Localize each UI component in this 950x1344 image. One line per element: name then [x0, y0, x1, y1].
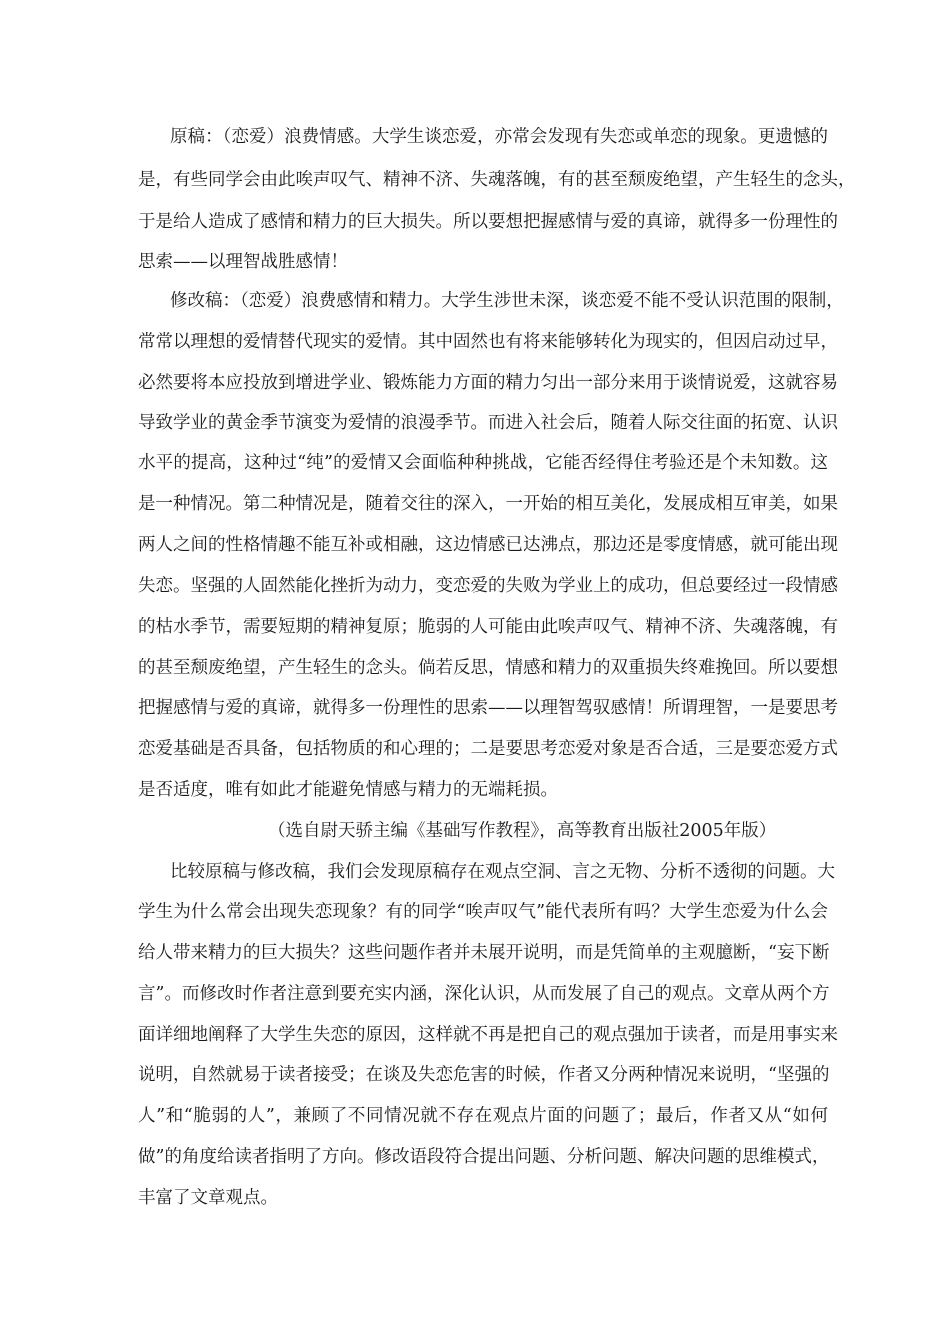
paragraph-line: 常常以理想的爱情替代现实的爱情。其中固然也有将来能够转化为现实的，但因启动过早，	[138, 332, 838, 352]
paragraph-line: 人”和“脆弱的人”，兼顾了不同情况就不存在观点片面的问题了；最后，作者又从“如何	[138, 1106, 828, 1126]
paragraph-line: 言”。而修改时作者注意到要充实内涵，深化认识，从而发展了自己的观点。文章从两个方	[138, 984, 830, 1004]
paragraph-line: 思索——以理智战胜感情！	[138, 252, 348, 272]
paragraph-line: 水平的提高，这种过“纯”的爱情又会面临种种挑战，它能否经得住考验还是个未知数。这	[138, 453, 828, 473]
paragraph-line: 说明，自然就易于读者接受；在谈及失恋危害的时候，作者又分两种情况来说明，“坚强的	[138, 1065, 830, 1085]
paragraph-line: 于是给人造成了感情和精力的巨大损失。所以要想把握感情与爱的真谛，就得多一份理性的	[138, 212, 838, 232]
paragraph-line: 修改稿：（恋爱）浪费感情和精力。大学生涉世未深，谈恋爱不能不受认识范围的限制，	[170, 291, 844, 311]
paragraph-line: 原稿：（恋爱）浪费情感。大学生谈恋爱，亦常会发现有失恋或单恋的现象。更遗憾的	[170, 127, 828, 147]
paragraph-line: 的甚至颓废绝望，产生轻生的念头。倘若反思，情感和精力的双重损失终难挽回。所以要想	[138, 658, 838, 678]
paragraph-line: 的枯水季节，需要短期的精神复原；脆弱的人可能由此唉声叹气、精神不济、失魂落魄，有	[138, 617, 838, 637]
paragraph-line: 是，有些同学会由此唉声叹气、精神不济、失魂落魄，有的甚至颓废绝望，产生轻生的念头，	[138, 170, 856, 190]
paragraph-line: 失恋。坚强的人固然能化挫折为动力，变恋爱的失败为学业上的成功，但总要经过一段情感	[138, 576, 838, 596]
paragraph-line: 丰富了文章观点。	[138, 1188, 278, 1208]
paragraph-line: 比较原稿与修改稿，我们会发现原稿存在观点空洞、言之无物、分析不透彻的问题。大	[170, 862, 835, 882]
paragraph-line: 导致学业的黄金季节演变为爱情的浪漫季节。而进入社会后，随着人际交往面的拓宽、认识	[138, 413, 838, 433]
paragraph-line: 把握感情与爱的真谛，就得多一份理性的思索——以理智驾驭感情！所谓理智，一是要思考	[138, 698, 838, 718]
paragraph-line: 是一种情况。第二种情况是，随着交往的深入，一开始的相互美化，发展成相互审美，如果	[138, 494, 838, 514]
paragraph-line: 两人之间的性格情趣不能互补或相融，这边情感已达沸点，那边还是零度情感，就可能出现	[138, 535, 838, 555]
paragraph-line: 是否适度，唯有如此才能避免情感与精力的无端耗损。	[138, 780, 558, 800]
paragraph-line: 恋爱基础是否具备，包括物质的和心理的；二是要思考恋爱对象是否合适，三是要恋爱方式	[138, 739, 838, 759]
paragraph-line: 面详细地阐释了大学生失恋的原因，这样就不再是把自己的观点强加于读者，而是用事实来	[138, 1025, 838, 1045]
paragraph-line: 做”的角度给读者指明了方向。修改语段符合提出问题、分析问题、解决问题的思维模式，	[138, 1147, 830, 1167]
source-citation: （选自尉天骄主编《基础写作教程》，高等教育出版社2005年版）	[268, 821, 777, 841]
paragraph-line: 必然要将本应投放到增进学业、锻炼能力方面的精力匀出一部分来用于谈情说爱，这就容易	[138, 373, 838, 393]
paragraph-line: 给人带来精力的巨大损失？这些问题作者并未展开说明，而是凭简单的主观臆断，“妄下断	[138, 943, 830, 963]
paragraph-line: 学生为什么常会出现失恋现象？有的同学“唉声叹气”能代表所有吗？大学生恋爱为什么会	[138, 902, 828, 922]
